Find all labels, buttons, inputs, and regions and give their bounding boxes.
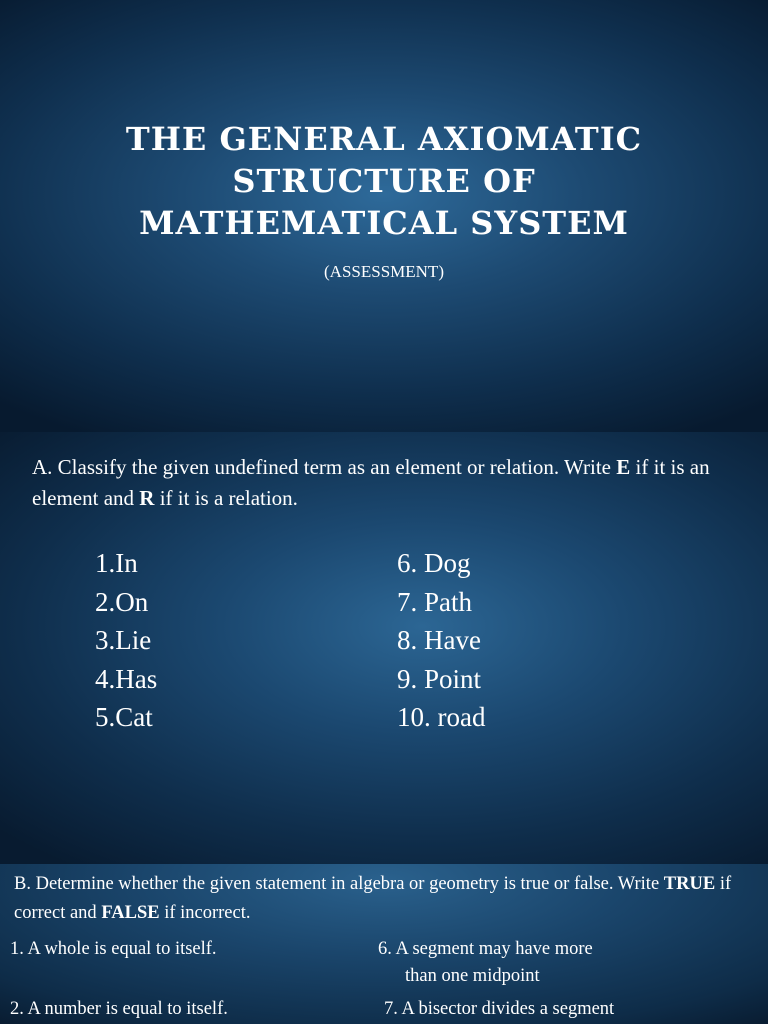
title-line: STRUCTURE OF [232, 162, 536, 200]
instr-text: if incorrect. [159, 903, 251, 923]
instr-text: A. Classify the given undefined term as an element or relation. Write [32, 455, 617, 479]
part-b-instructions [14, 870, 754, 928]
instr-bold-r: R [139, 486, 155, 510]
list-item: 2.On [95, 586, 149, 617]
instr-text: if it is a relation. [154, 486, 298, 510]
list-item: 10. road [397, 702, 486, 732]
instr-bold-true: TRUE [663, 874, 716, 894]
instr-text: if it is an element and [32, 455, 710, 510]
part-a-instructions [32, 452, 748, 514]
list-item: 3.Lie [95, 625, 152, 655]
title-line: THE GENERAL AXIOMATIC [125, 120, 643, 158]
statement-7: 7. A bisector divides a segment [384, 999, 615, 1019]
statement-6 [378, 936, 593, 990]
instr-text: B. Determine whether the given statement in algebra or geometry is true or false. Write [14, 874, 664, 894]
list-item: 7. Path [397, 586, 473, 617]
right-term-list [397, 544, 485, 737]
list-item: 6. Dog [397, 548, 471, 578]
part-a-slide [0, 432, 768, 864]
instr-bold-false: FALSE [101, 903, 160, 923]
list-item: 4.Has [95, 663, 158, 694]
statement-1: 1. A whole is equal to itself. [10, 939, 217, 959]
list-item: 9. Point [397, 663, 482, 694]
list-item: 1.In [95, 548, 138, 578]
statement-line: 6. A segment may have more [378, 939, 593, 959]
instr-text: if correct and [14, 874, 732, 923]
part-b-slide [0, 864, 768, 1024]
instr-bold-e: E [616, 455, 631, 479]
list-item: 5.Cat [95, 702, 153, 732]
title-line: MATHEMATICAL SYSTEM [139, 204, 629, 242]
left-term-list [95, 544, 157, 737]
slide-subtitle: (ASSESSMENT) [324, 262, 444, 281]
title-slide [0, 0, 768, 432]
list-item: 8. Have [397, 625, 481, 655]
statement-line: than one midpoint [405, 966, 540, 986]
slide-title [0, 118, 768, 244]
statement-2: 2. A number is equal to itself. [10, 999, 228, 1019]
